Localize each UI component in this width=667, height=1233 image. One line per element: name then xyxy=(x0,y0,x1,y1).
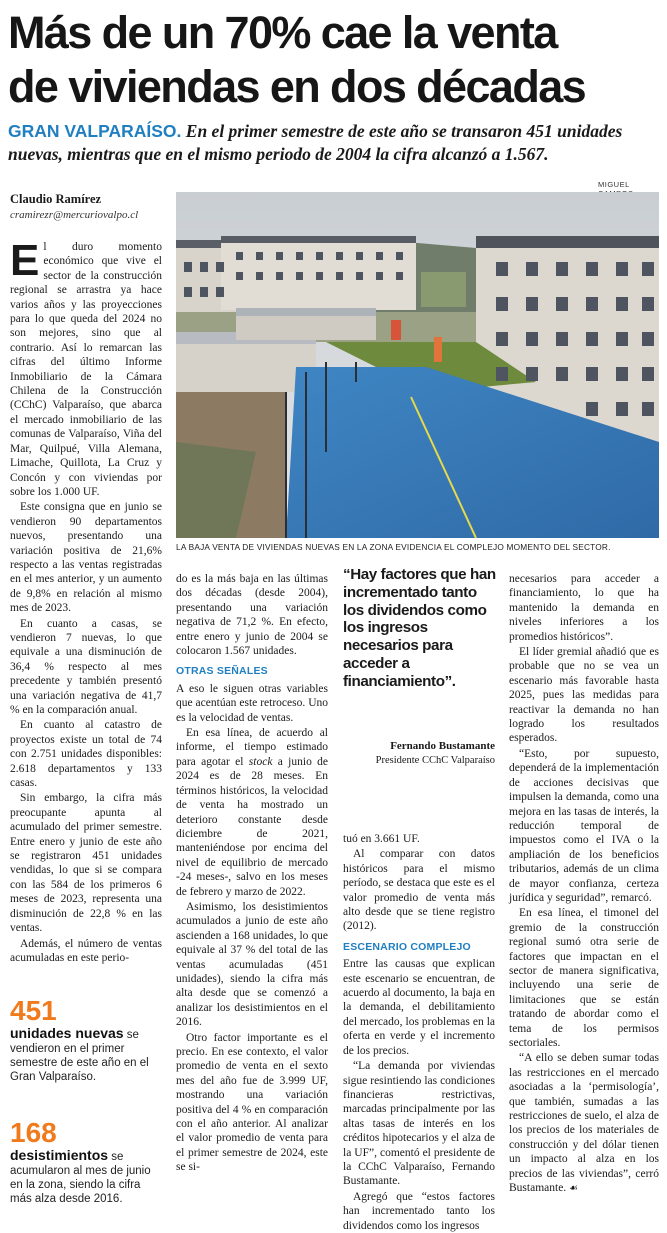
headline xyxy=(8,6,658,114)
paragraph: Al comparar con datos históricos para el mismo período, se destaca que este es el valor promedio de venta más alto desde que se tiene registro (2012). xyxy=(343,848,495,933)
stat-description xyxy=(10,1148,162,1206)
paragraph xyxy=(509,1051,659,1196)
pull-quote: “Hay factores que han incrementado tanto los dividendos como los ingresos necesarios para acceder a financiamiento”. xyxy=(343,566,496,690)
stat-bold-label: unidades nuevas xyxy=(10,1025,124,1041)
headline-line-1: Más de un 70% cae la venta xyxy=(8,7,557,58)
byline-name: Claudio Ramírez xyxy=(10,192,102,206)
stat-number: 451 xyxy=(10,995,57,1026)
photo-credit: MIGUEL xyxy=(598,180,630,189)
stat-text: se acumularon al mes de junio en la zona, siendo la cifra más alza desde 2016. xyxy=(10,1151,151,1205)
headline-line-2: de viviendas en dos décadas xyxy=(8,61,586,112)
paragraph: tuó en 3.661 UF. xyxy=(343,833,420,845)
drop-cap: E xyxy=(10,236,40,285)
paragraph-text: En esa línea, de acuerdo al informe, el tiempo estimado para agotar el xyxy=(176,727,328,768)
paragraph: En cuanto a casas, se vendieron 7 nuevas, lo que equivale a una disminución de 36,4 % respecto al mes precedente y también presentó una variación negativa de 41,7 % en la comparación anual. xyxy=(10,617,162,716)
article-column-3 xyxy=(343,832,495,1233)
section-subhead: OTRAS SEÑALES xyxy=(176,665,268,678)
lede xyxy=(8,120,658,166)
paragraph xyxy=(176,726,328,899)
end-mark-icon: ☙ xyxy=(569,1183,579,1195)
lede-text: En el primer semestre de este año se transaron 451 unidades nuevas, mientras que en el mismo periodo de 2004 la cifra alcanzó a 1.567. xyxy=(8,121,623,164)
photo-caption: LA BAJA VENTA DE VIVIENDAS NUEVAS EN LA ZONA EVIDENCIA EL COMPLEJO MOMENTO DEL SECTOR. xyxy=(176,542,611,552)
paragraph-text: “A ello se deben sumar todas las restricciones en el mercado asociadas a la ‘permisología’, que también, sumadas a las restricciones de suelo, el alza de los precios de los materiales de construcción y del dólar tienen un impacto al alza en los precios de las viviendas”, cerró Bustamante. xyxy=(509,1052,659,1195)
paragraph: do es la más baja en las últimas dos décadas (desde 2004), presentando una variación negativa de 71,2 %. En efecto, entre enero y junio de 2004 se colocaron 1.567 unidades. xyxy=(176,573,328,658)
section-subhead: ESCENARIO COMPLEJO xyxy=(343,940,471,953)
paragraph: necesarios para acceder a financiamiento, lo que ha mantenido la demanda en niveles inferiores a los promedios históricos”. xyxy=(509,573,659,643)
stat-number: 168 xyxy=(10,1117,57,1148)
paragraph: En cuanto al catastro de proyectos existe un total de 74 con 2.751 unidades disponibles: 2.618 departamentos y 133 casas. xyxy=(10,719,162,790)
paragraph: A eso le siguen otras variables que acentúan este retroceso. Uno es la velocidad de ventas. xyxy=(176,682,328,724)
article-column-4 xyxy=(509,572,659,1197)
stat-text: se vendieron en el primer semestre de este año en el Gran Valparaíso. xyxy=(10,1029,149,1083)
paragraph-text: a junio de 2024 es de 28 meses. En términos históricos, la velocidad de venta ha mostrado un deterioro constante desde diciembre de 2021, manteniéndose por encima del nivel de equilibrio de mercado -24 meses-, salvo en los meses de febrero y marzo de 2022. xyxy=(176,755,328,898)
paragraph: En esa línea, el timonel del gremio de la construcción regional sumó otra serie de factores que impactan en el sector de manera significativa, incluyendo una serie de limitaciones que se están tratando de abordar como el tema de los permisos sectoriales. xyxy=(509,907,659,1049)
paragraph: Agregó que “estos factores han incrementado tanto los dividendos como los ingresos xyxy=(343,1190,495,1232)
housing-complex-photo xyxy=(176,192,659,538)
paragraph: “Esto, por supuesto, dependerá de la implementación de acciones decisivas que impulsen la demanda, como una mejora en las tasas de interés, la reducción temporal de impuestos como el IVA o la ampliación de los beneficios tributarios, además de un clima de mayor confianza, certeza jurídica y seguridad”, remarcó. xyxy=(509,747,659,904)
paragraph-text: l duro momento económico que vive el sector de la construcción regional se arrastra ya hace varios años y las proyecciones para lo que queda del 2024 no son mejores, sino que al contrario. Así lo remarcan las cifras del último Informe Inmobiliario de la Cámara Chilena de la Construcción (CChC) Valparaíso, que abarca el mercado inmobiliario de las comunas de Valparaíso, Viña del Mar, Quilpué, Villa Alemana, Limache, Quillota, La Cruz y Concón y con viviendas por sobre los 1.000 UF. xyxy=(10,241,162,498)
paragraph: Asimismo, los desistimientos acumulados a junio de este año ascienden a 168 unidades, lo que equivale al 37 % del total de las ventas acumuladas (451 unidades), siendo la cifra más alta desde que se comenzó a analizar los desistimientos en el 2016. xyxy=(176,900,328,1029)
stat-description xyxy=(10,1026,162,1084)
paragraph: Sin embargo, la cifra más preocupante apunta al acumulado del primer semestre. Entre enero y junio de este año se registraron 451 unidades vendidas, lo que si se compara con las 584 de los primeros 6 meses de 2023, representa una disminución de 22,8 % en las ventas. xyxy=(10,792,162,935)
paragraph: Este consigna que en junio se vendieron 90 departamentos nuevos, presentando una variación positiva de 21,6% respecto a las ventas registradas en el mes anterior, y un aumento de 9,8% en relación al mismo mes de 2023. xyxy=(10,501,162,615)
paragraph: Otro factor importante es el precio. En ese contexto, el valor promedio de venta en el sexto mes del año fue de 3.999 UF, mostrando una variación positiva del 4 % en comparación con el año anterior. Al analizar el valor promedio de venta para el primer semestre de 2024, este se si- xyxy=(176,1031,328,1174)
paragraph xyxy=(10,236,162,499)
paragraph: Además, el número de ventas acumuladas en este perio- xyxy=(10,937,162,964)
paragraph-emphasis: stock xyxy=(248,755,273,768)
article-column-2 xyxy=(176,572,328,1176)
quote-author-role: Presidente CChC Valparaíso xyxy=(375,755,495,766)
stat-bold-label: desistimientos xyxy=(10,1147,109,1163)
lede-place: GRAN VALPARAÍSO. xyxy=(8,121,182,141)
byline-email: cramirezr@mercuriovalpo.cl xyxy=(10,209,139,221)
stat-box-desistimientos xyxy=(10,1118,162,1206)
paragraph: “La demanda por viviendas sigue resintiendo las condiciones financieras restrictivas, marcadas principalmente por las altas tasas de interés en los créditos hipotecarios y el alza de la UF”, comentó el presidente de la CChC Valparaíso, Fernando Bustamante. xyxy=(343,1060,495,1188)
quote-author: Fernando Bustamante xyxy=(390,740,495,752)
article-column-1 xyxy=(10,236,162,966)
stat-box-units xyxy=(10,996,162,1084)
paragraph: Entre las causas que explican este escenario se encuentran, de acuerdo al documento, la baja en la demanda, el debilitamiento del mercado, los problemas en la oferta en verde y el incremento de los precios. xyxy=(343,958,495,1057)
paragraph: El líder gremial añadió que es probable que no se vea un escenario más favorable hasta 2025, pues las medidas para reactivar la demanda no han logrado los resultados esperados. xyxy=(509,646,659,745)
